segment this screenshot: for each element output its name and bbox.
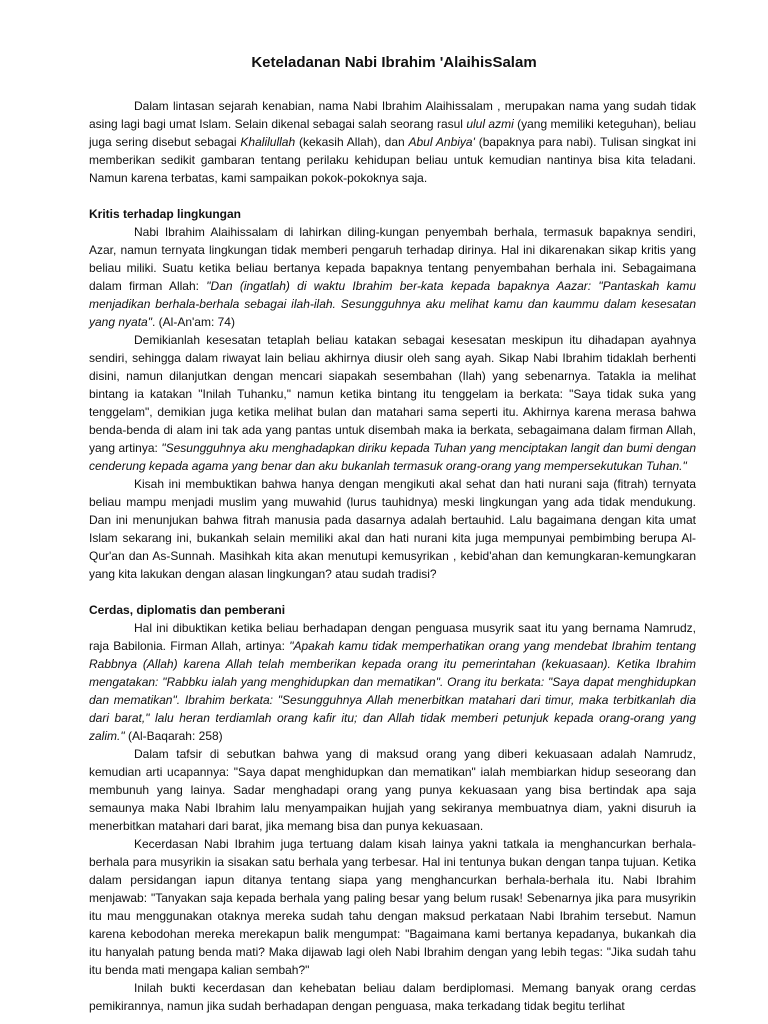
s2p1-quote: "Apakah kamu tidak memperhatikan orang yang mendebat Ibrahim tentang Rabbnya (Allah) karena Allah telah memberikan kepada orang itu pemerintahan (kekuasaan). Ketika Ibrahim mengatakan: "Rabbku ialah yang menghidupkan dan mematikan". Orang itu berkata: "Saya dapat menghidupkan dan mematikan". Ibrahim berkata: "Sesungguhnya Allah menerbitkan matahari dari timur, maka terbitkanlah dia dari barat," lalu heran terdiamlah orang kafir itu; dan Allah tidak memberi petunjuk kepada orang-orang yang zalim."	[89, 639, 696, 743]
s1p1-text-2: . (Al-An'am: 74)	[151, 315, 235, 329]
spacer	[89, 583, 696, 601]
intro-italic-1: ulul azmi	[466, 117, 514, 131]
document-title: Keteladanan Nabi Ibrahim 'AlaihisSalam	[251, 54, 537, 71]
intro-text-4: (bapaknya para nabi). Tulisan singkat ini memberikan sedikit gambaran tentang perilaku kehidupan beliau untuk kemudian nantinya bisa kita teladani. Namun karena terbatas, kami sampaikan pokok-pokoknya saja.	[89, 135, 696, 185]
intro-text-3: (kekasih Allah), dan	[295, 135, 409, 149]
section2-paragraph-3: Kecerdasan Nabi Ibrahim juga tertuang dalam kisah lainya yakni tatkala ia menghancurkan berhala-berhala para musyrikin ia sisakan satu berhala yang terbesar. Hal ini tentunya bukan dengan tanpa tujuan. Ketika dalam persidangan iapun ditanya tentang siapa yang menghancurkan berhala-berhala itu. Nabi Ibrahim menjawab: "Tanyakan saja kepada berhala yang paling besar yang belum rusak! Sebenarnya jika para musyrikin itu mau menggunakan otaknya mereka sudah tahu dengan maksud perkataan Nabi Ibrahim tersebut. Namun karena kebodohan mereka merekapun balik mengumpat: "Bagaimana kami bertanya kepadanya, bukankah dia itu hanyalah patung benda mati? Maka dijawab lagi oleh Nabi Ibrahim dengan yang lebih tegas: "Jika sudah tahu itu benda mati mengapa kalian sembah?"	[89, 837, 696, 977]
section2-paragraph-1	[89, 619, 696, 745]
section1-heading: Kritis terhadap lingkungan	[89, 207, 242, 221]
intro-italic-3: Abul Anbiya'	[408, 135, 475, 149]
s2p1-text-2: (Al-Baqarah: 258)	[124, 729, 223, 743]
spacer	[89, 187, 696, 205]
intro-paragraph	[89, 97, 696, 187]
s1p2-quote: "Sesungguhnya aku menghadapkan diriku kepada Tuhan yang menciptakan langit dan bumi dengan cenderung kepada agama yang benar dan aku bukanlah termasuk orang-orang yang mempersekutukan Tuhan."	[89, 441, 696, 473]
section1-paragraph-1	[89, 223, 696, 331]
intro-text-2: (yang memiliki keteguhan), beliau juga sering disebut sebagai	[89, 117, 696, 149]
section2-paragraph-4: Inilah bukti kecerdasan dan kehebatan beliau dalam berdiplomasi. Memang banyak orang cerdas pemikirannya, namun jika sudah berhadapan dengan penguasa, maka terkadang tidak begitu terlihat	[89, 981, 696, 1013]
s1p1-quote: "Dan (ingatlah) di waktu Ibrahim ber-kata kepada bapaknya Aazar: "Pantaskah kamu menjadikan berhala-berhala sebagai ilah-ilah. Sesungguhnya aku melihat kamu dan kaummu dalam kesesatan yang nyata"	[89, 279, 696, 329]
intro-italic-2: Khalilullah	[240, 135, 296, 149]
s2p1-text-1: Hal ini dibuktikan ketika beliau berhadapan dengan penguasa musyrik saat itu yang bernama Namrudz, raja Babilonia. Firman Allah, artinya:	[89, 621, 696, 653]
s1p1-text-1: Nabi Ibrahim Alaihissalam di lahirkan diling-kungan penyembah berhala, termasuk bapaknya sendiri, Azar, namun ternyata lingkungan tidak memberi pengaruh terhadap dirinya. Hal ini dikarenakan sikap kritis yang beliau miliki. Suatu ketika beliau bertanya kepada bapaknya tentang penyembahan berhala ini. Sebagaimana dalam firman Allah:	[89, 225, 696, 293]
section1-paragraph-3: Kisah ini membuktikan bahwa hanya dengan mengikuti akal sehat dan hati nurani saja (fitrah) ternyata beliau mampu menjadi muslim yang muwahid (lurus tauhidnya) meski lingkungan yang ada tidak mendukung. Dan ini menunjukan bahwa fitrah manusia pada dasarnya adalah bertauhid. Lalu bagaimana dengan kita umat Islam sekarang ini, bukankah selain memiliki akal dan hati nurani kita juga mempunyai pembimbing berupa Al-Qur'an dan As-Sunnah. Masihkah kita akan menutupi kemusyrikan , kebid'ahan dan kemungkaran-kemungkaran yang kita lakukan dengan alasan lingkungan? atau sudah tradisi?	[89, 477, 696, 581]
document-body	[89, 97, 696, 1015]
section2-heading: Cerdas, diplomatis dan pemberani	[89, 603, 286, 617]
s1p2-text-1: Demikianlah kesesatan tetaplah beliau katakan sebagai kesesatan meskipun itu dihadapan ayahnya sendiri, sehingga dalam riwayat lain beliau akhirnya diusir oleh sang ayah. Sikap Nabi Ibrahim tidaklah berhenti disini, namun dilanjutkan dengan mencari siapakah sesembahan (Ilah) yang sebenarnya. Tatakla ia melihat bintang ia katakan "Inilah Tuhanku," namun ketika bintang itu tenggelam ia berkata: "Saya tidak suka yang tenggelam", demikian juga ketika melihat bulan dan matahari sama seperti itu. Akhirnya karena merasa bahwa benda-benda di alam ini tak ada yang pantas untuk disembah maka ia berkata, sebagaimana dalam firman Allah, yang artinya:	[89, 333, 696, 455]
section2-paragraph-2: Dalam tafsir di sebutkan bahwa yang di maksud orang yang diberi kekuasaan adalah Namrudz, kemudian arti ucapannya: "Saya dapat menghidupkan dan mematikan" ialah membiarkan hidup seseorang dan membunuh yang lainya. Sadar menghadapi orang yang punya kekuasaan yang bisa bertindak apa saja semaunya maka Nabi Ibrahim lalu menyampaikan hujjah yang sekiranya membuatnya diam, yakni disuruh ia menerbitkan matahari dari barat, jika memang bisa dan punya kekuasaan.	[89, 747, 696, 833]
intro-text-1: Dalam lintasan sejarah kenabian, nama Nabi Ibrahim Alaihissalam , merupakan nama yang sudah tidak asing lagi bagi umat Islam. Selain dikenal sebagai salah seorang rasul	[89, 99, 696, 131]
section1-paragraph-2	[89, 331, 696, 475]
